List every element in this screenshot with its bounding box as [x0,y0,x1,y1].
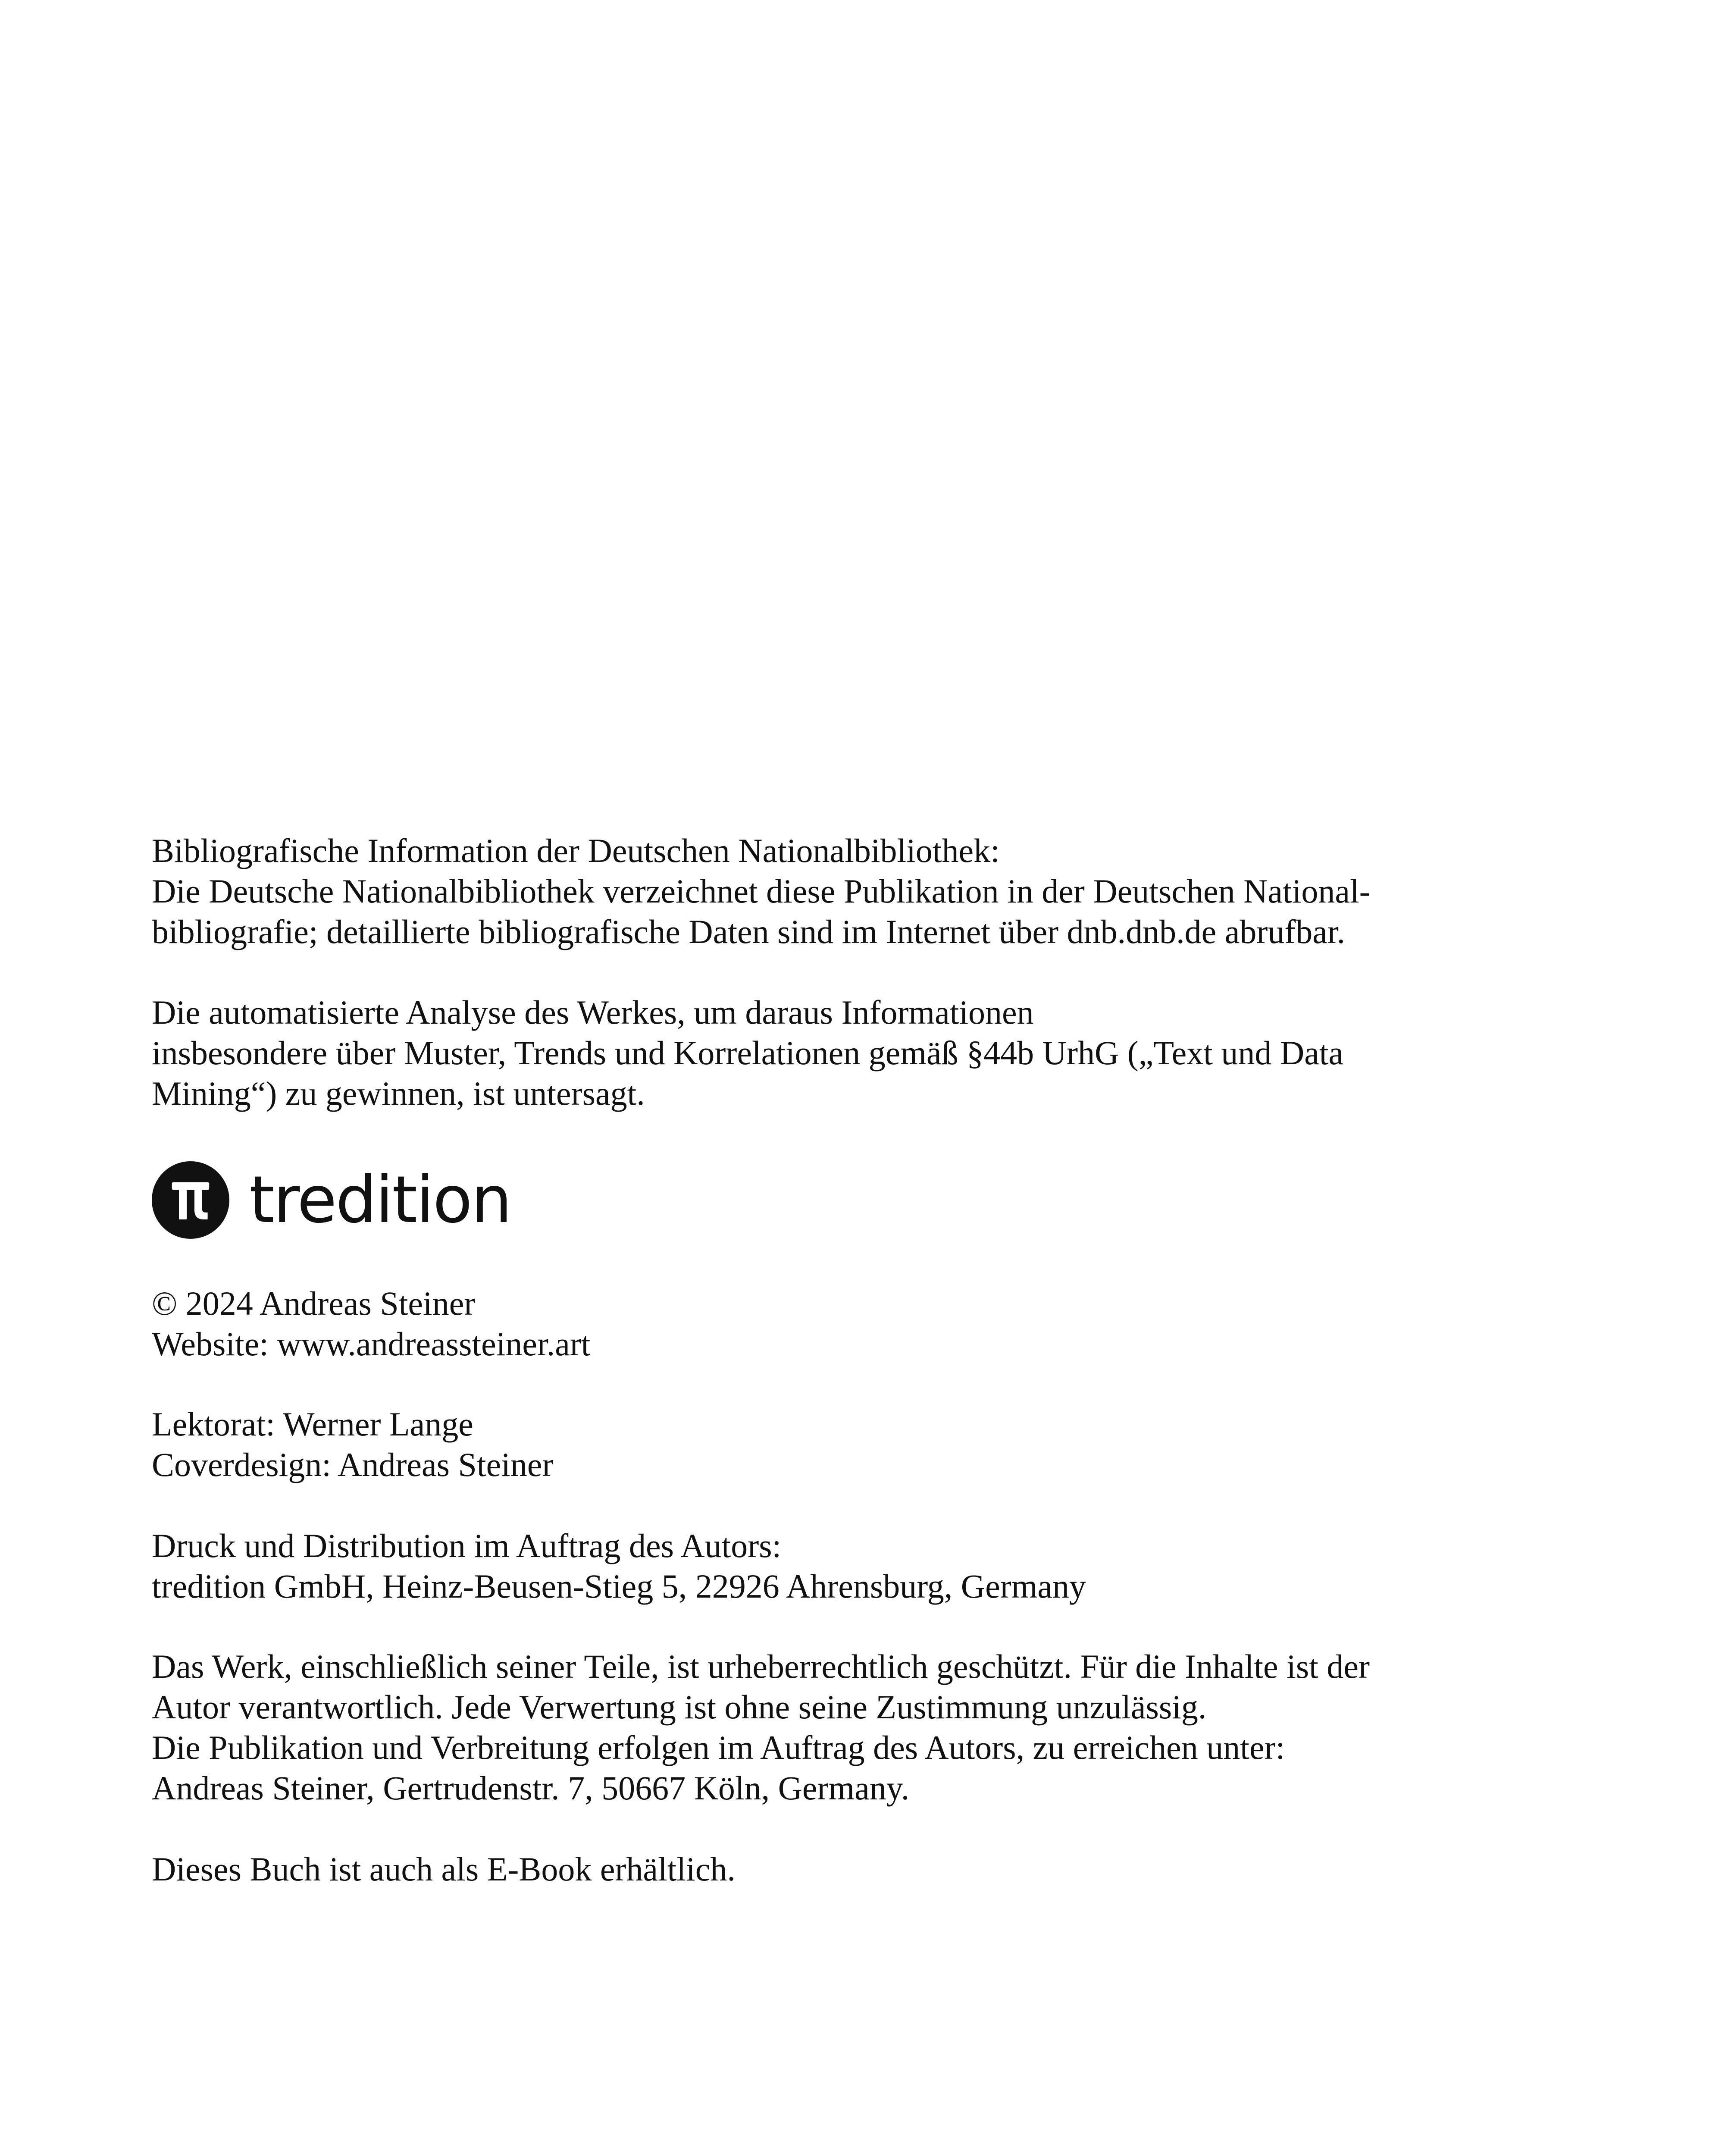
ebook-line: Dieses Buch ist auch als E-Book erhältlich. [152,1850,736,1888]
bibliographic-line: Bibliografische Information der Deutschen Nationalbibliothek: [152,832,1000,869]
text-data-mining-notice [152,992,1343,1114]
publisher-address-line: tredition GmbH, Heinz-Beusen-Stieg 5, 22926 Ahrensburg, Germany [152,1567,1086,1605]
printing-line: Druck und Distribution im Auftrag des Autors: [152,1527,782,1564]
editor-line: Lektorat: Werner Lange [152,1405,473,1443]
rights-line: Autor verantwortlich. Jede Verwertung ist ohne seine Zustimmung unzulässig. [152,1688,1207,1726]
website-line: Website: www.andreassteiner.art [152,1325,591,1363]
publisher-wordmark: tredition [249,1163,511,1238]
tdm-line: Die automatisierte Analyse des Werkes, um daraus Informationen [152,993,1034,1031]
ebook-notice [152,1849,736,1890]
bibliographic-line: bibliografie; detaillierte bibliografische Daten sind im Internet über dnb.dnb.de abrufbar. [152,913,1346,950]
bibliographic-info [152,830,1371,952]
publisher-logo [152,1161,511,1239]
author-address-line: Andreas Steiner, Gertrudenstr. 7, 50667 Köln, Germany. [152,1769,910,1807]
credits-info [152,1404,553,1485]
tdm-line: Mining“) zu gewinnen, ist untersagt. [152,1075,645,1112]
bibliographic-line: Die Deutsche Nationalbibliothek verzeichnet diese Publikation in der Deutschen National- [152,872,1371,910]
rights-line: Das Werk, einschließlich seiner Teile, ist urheberrechtlich geschützt. Für die Inhalte ist der [152,1648,1370,1685]
printing-info [152,1526,1086,1607]
copyright-line: © 2024 Andreas Steiner [152,1285,476,1322]
tdm-line: insbesondere über Muster, Trends und Korrelationen gemäß §44b UrhG („Text und Data [152,1034,1344,1072]
copyright-info [152,1283,590,1364]
cover-design-line: Coverdesign: Andreas Steiner [152,1446,554,1483]
tredition-logo-icon [152,1161,229,1239]
rights-notice [152,1646,1370,1808]
rights-line: Die Publikation und Verbreitung erfolgen im Auftrag des Autors, zu erreichen unter: [152,1729,1285,1766]
